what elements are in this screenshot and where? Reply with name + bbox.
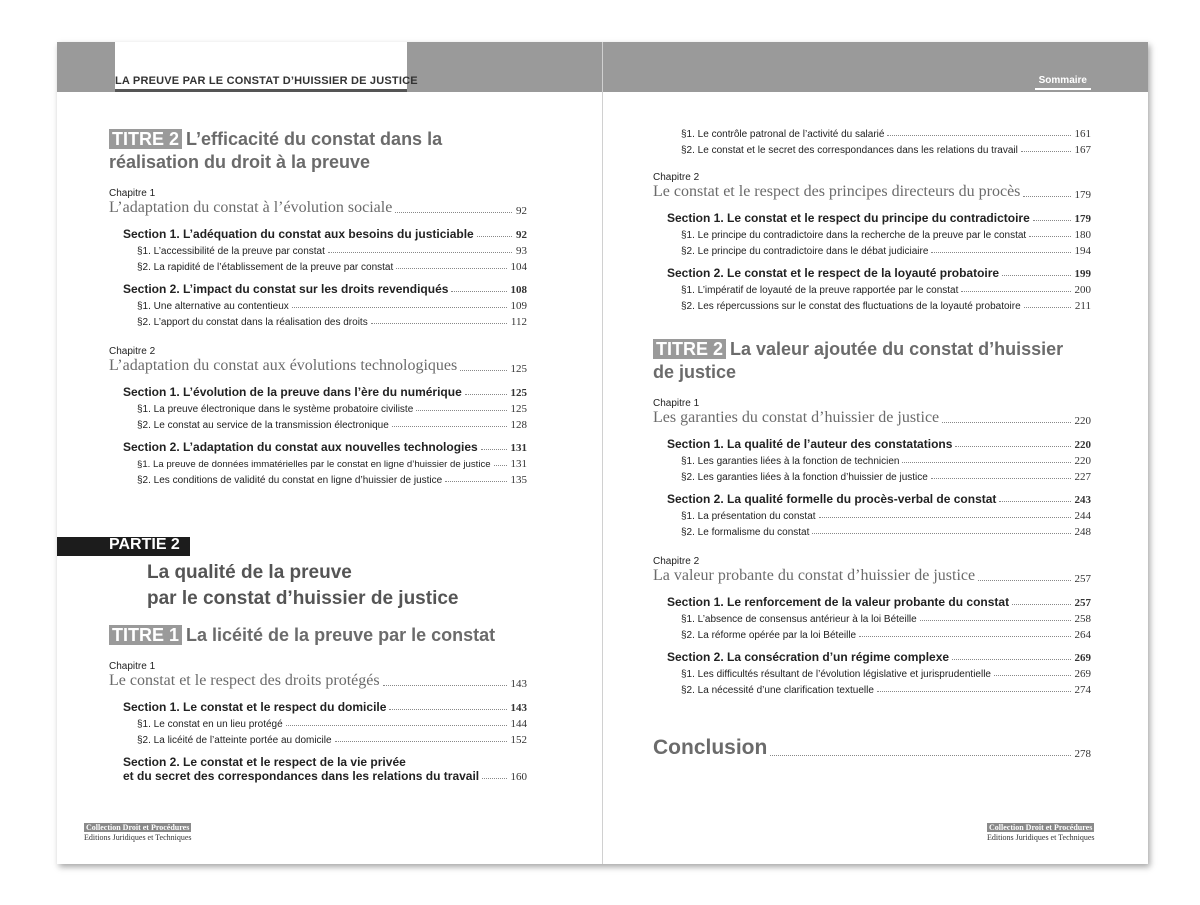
titre-tag: TITRE 2 xyxy=(653,339,726,359)
toc-paragraph[interactable]: §2. Le principe du contradictoire dans le débat judiciaire 194 xyxy=(681,245,1091,257)
left-footer xyxy=(84,823,192,842)
chapter-label: Chapitre 1 xyxy=(109,188,156,199)
toc-section[interactable]: Section 2. Le constat et le respect de la loyauté probatoire 199 xyxy=(667,266,1091,280)
toc-chapter[interactable]: Le constat et le respect des droits protégés 143 xyxy=(109,672,527,690)
toc-section-multiline[interactable] xyxy=(109,755,527,783)
titre-2-heading-right xyxy=(653,338,1091,384)
toc-section[interactable]: Section 1. Le constat et le respect du domicile 143 xyxy=(123,700,527,714)
toc-paragraph[interactable]: §1. Le constat en un lieu protégé 144 xyxy=(137,718,527,730)
partie-title-line: par le constat d’huissier de justice xyxy=(147,588,459,609)
toc-paragraph[interactable]: §1. L’impératif de loyauté de la preuve rapportée par le constat 200 xyxy=(681,284,1091,296)
toc-paragraph[interactable]: §2. La nécessité d’une clarification textuelle 274 xyxy=(681,684,1091,696)
section-line: Section 2. Le constat et le respect de la vie privée xyxy=(123,755,406,769)
right-footer xyxy=(987,823,1095,842)
chapter-label: Chapitre 1 xyxy=(653,398,700,409)
toc-section[interactable]: Section 1. Le renforcement de la valeur probante du constat 257 xyxy=(667,595,1091,609)
toc-paragraph[interactable]: §1. Les difficultés résultant de l’évolution législative et jurisprudentielle 269 xyxy=(681,668,1091,680)
sommaire-label: Sommaire xyxy=(1035,73,1091,90)
partie-title xyxy=(147,560,459,612)
toc-paragraph[interactable]: §1. Les garanties liées à la fonction de technicien 220 xyxy=(681,455,1091,467)
right-toc-column xyxy=(653,128,1091,760)
collection-name: Collection Droit et Procédures xyxy=(989,823,1093,832)
titre-title-line2: de justice xyxy=(653,362,737,382)
left-toc-column xyxy=(109,128,527,486)
toc-chapter[interactable]: L’adaptation du constat à l’évolution sociale 92 xyxy=(109,199,527,217)
toc-paragraph[interactable]: §2. La licéité de l’atteinte portée au domicile 152 xyxy=(137,734,527,746)
toc-paragraph[interactable]: §1. L’absence de consensus antérieur à la loi Béteille 258 xyxy=(681,613,1091,625)
toc-paragraph[interactable]: §1. L’accessibilité de la preuve par constat 93 xyxy=(137,245,527,257)
toc-section[interactable]: Section 1. Le constat et le respect du principe du contradictoire 179 xyxy=(667,211,1091,225)
running-title: LA PREUVE PAR LE CONSTAT D’HUISSIER DE JUSTICE xyxy=(115,75,418,87)
left-toc-column-lower xyxy=(109,624,527,783)
toc-section[interactable]: Section 2. L’adaptation du constat aux nouvelles technologies 131 xyxy=(123,440,527,454)
chapter-label: Chapitre 2 xyxy=(109,346,156,357)
toc-paragraph[interactable]: §2. La rapidité de l’établissement de la preuve par constat 104 xyxy=(137,261,527,273)
page-gutter xyxy=(602,42,603,864)
titre-title: L’efficacité du constat dans la réalisation du droit à la preuve xyxy=(109,129,443,172)
toc-conclusion[interactable]: Conclusion 278 xyxy=(653,736,1091,760)
section-line-with-page: et du secret des correspondances dans les relations du travail 160 xyxy=(123,769,527,783)
book-spread xyxy=(57,42,1148,864)
toc-chapter[interactable]: La valeur probante du constat d’huissier de justice 257 xyxy=(653,567,1091,585)
publisher-name: Editions Juridiques et Techniques xyxy=(987,833,1095,842)
toc-paragraph[interactable]: §2. L’apport du constat dans la réalisation des droits 112 xyxy=(137,316,527,328)
collection-name: Collection Droit et Procédures xyxy=(86,823,190,832)
toc-section[interactable]: Section 2. La qualité formelle du procès-verbal de constat 243 xyxy=(667,492,1091,506)
chapter-label: Chapitre 2 xyxy=(653,556,700,567)
running-title-rule xyxy=(115,89,407,92)
chapter-label: Chapitre 2 xyxy=(653,172,700,183)
partie-title-line: La qualité de la preuve xyxy=(147,562,352,583)
toc-paragraph[interactable]: §2. Les garanties liées à la fonction d’huissier de justice 227 xyxy=(681,471,1091,483)
toc-section[interactable]: Section 2. L’impact du constat sur les droits revendiqués 108 xyxy=(123,282,527,296)
titre-title: La licéité de la preuve par le constat xyxy=(186,625,496,645)
titre-tag: TITRE 2 xyxy=(109,129,182,149)
toc-paragraph[interactable]: §2. Le constat et le secret des correspondances dans les relations du travail 167 xyxy=(681,144,1091,156)
toc-paragraph[interactable]: §2. Les répercussions sur le constat des fluctuations de la loyauté probatoire 211 xyxy=(681,300,1091,312)
toc-paragraph[interactable]: §1. La preuve électronique dans le système probatoire civiliste 125 xyxy=(137,403,527,415)
titre-tag: TITRE 1 xyxy=(109,625,182,645)
toc-chapter[interactable]: L’adaptation du constat aux évolutions technologiques 125 xyxy=(109,357,527,375)
titre-2-heading xyxy=(109,128,529,174)
titre-title: La valeur ajoutée du constat d’huissier xyxy=(730,339,1064,359)
toc-section[interactable]: Section 2. La consécration d’un régime complexe 269 xyxy=(667,650,1091,664)
titre-1-heading xyxy=(109,624,527,647)
chapter-label: Chapitre 1 xyxy=(109,661,156,672)
toc-paragraph[interactable]: §2. La réforme opérée par la loi Béteille 264 xyxy=(681,629,1091,641)
toc-section[interactable]: Section 1. La qualité de l’auteur des constatations 220 xyxy=(667,437,1091,451)
publisher-name: Editions Juridiques et Techniques xyxy=(84,833,192,842)
toc-paragraph[interactable]: §2. Le formalisme du constat 248 xyxy=(681,526,1091,538)
toc-paragraph[interactable]: §1. La preuve de données immatérielles par le constat en ligne d’huissier de justice 131 xyxy=(137,458,527,470)
partie-label: PARTIE 2 xyxy=(109,536,180,553)
toc-paragraph[interactable]: §1. La présentation du constat 244 xyxy=(681,510,1091,522)
toc-paragraph[interactable]: §1. Une alternative au contentieux 109 xyxy=(137,300,527,312)
toc-section[interactable]: Section 1. L’adéquation du constat aux besoins du justiciable 92 xyxy=(123,227,527,241)
toc-chapter[interactable]: Les garanties du constat d’huissier de justice 220 xyxy=(653,409,1091,427)
toc-section[interactable]: Section 1. L’évolution de la preuve dans l’ère du numérique 125 xyxy=(123,385,527,399)
toc-paragraph[interactable]: §2. Les conditions de validité du constat en ligne d’huissier de justice 135 xyxy=(137,474,527,486)
toc-paragraph[interactable]: §1. Le contrôle patronal de l’activité du salarié 161 xyxy=(681,128,1091,140)
toc-paragraph[interactable]: §1. Le principe du contradictoire dans la recherche de la preuve par le constat 180 xyxy=(681,229,1091,241)
toc-paragraph[interactable]: §2. Le constat au service de la transmission électronique 128 xyxy=(137,419,527,431)
toc-chapter[interactable]: Le constat et le respect des principes directeurs du procès 179 xyxy=(653,183,1091,201)
